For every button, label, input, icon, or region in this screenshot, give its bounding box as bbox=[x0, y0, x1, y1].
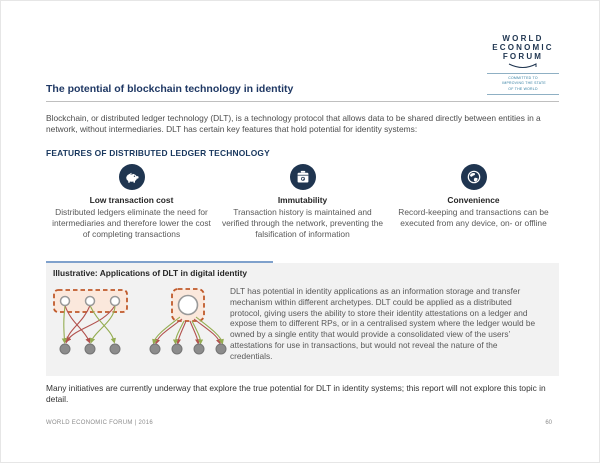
page-title: The potential of blockchain technology in identity bbox=[46, 83, 294, 95]
dlt-network-diagrams bbox=[51, 287, 229, 366]
feature-convenience bbox=[388, 164, 559, 239]
safe-icon bbox=[290, 164, 316, 190]
centralised-ledger-diagram bbox=[150, 289, 226, 354]
logo-tagline-line: IMPROVING THE STATE bbox=[502, 81, 546, 86]
feature-title: Low transaction cost bbox=[89, 195, 174, 205]
feature-low-transaction-cost bbox=[46, 164, 217, 239]
closing-paragraph: Many initiatives are currently underway that explore the true potential for DLT in identity systems; this report will not explore this topic in detail. bbox=[46, 383, 546, 404]
logo-tagline bbox=[487, 73, 559, 95]
features-section-heading: FEATURES OF DISTRIBUTED LEDGER TECHNOLOGY bbox=[46, 148, 270, 158]
title-divider bbox=[46, 101, 559, 102]
feature-description: Record-keeping and transactions can be executed from any device, on- or offline bbox=[398, 207, 549, 228]
feature-immutability bbox=[217, 164, 388, 239]
feature-description: Distributed ledgers eliminate the need for intermediaries and therefore lower the cost of completing transactions bbox=[52, 207, 211, 239]
feature-title: Convenience bbox=[447, 195, 500, 205]
features-row bbox=[46, 164, 559, 239]
illustrative-heading: Illustrative: Applications of DLT in digital identity bbox=[53, 268, 248, 278]
piggy-bank-icon bbox=[119, 164, 145, 190]
feature-title: Immutability bbox=[277, 195, 328, 205]
intro-paragraph: Blockchain, or distributed ledger technology (DLT), is a technology protocol that allows data to be shared directly between entities in a network, without intermediaries. DLT has certain key features that hold potential for identity systems: bbox=[46, 113, 541, 134]
wef-swoosh-icon bbox=[506, 62, 540, 70]
logo-word-world: WORLD bbox=[502, 34, 544, 43]
logo-tagline-line: COMMITTED TO bbox=[508, 76, 538, 81]
feature-description: Transaction history is maintained and verified through the network, preventing the falsification of information bbox=[221, 207, 384, 239]
logo-word-economic: ECONOMIC bbox=[492, 43, 554, 52]
footer-source: WORLD ECONOMIC FORUM | 2016 bbox=[46, 420, 154, 426]
wef-logo bbox=[487, 34, 559, 95]
illustrative-body: DLT has potential in identity applications as an information storage and transfer mechanism within different archetypes. DLT could be applied as a distributed protocol, giving users the ability to store their identity attestations on a ledger and expose them to different RPs, or in a centralised system where the ledger would be owned by a single entity that would provide a consolidated view of the users’ attestations for use in transactions, but would not reveal the nature of the credentials. bbox=[230, 286, 536, 361]
logo-word-forum: FORUM bbox=[502, 52, 544, 61]
globe-icon bbox=[461, 164, 487, 190]
illustrative-box bbox=[46, 263, 559, 376]
logo-tagline-line: OF THE WORLD bbox=[508, 87, 538, 91]
distributed-ledger-diagram bbox=[54, 290, 127, 354]
page-number: 60 bbox=[545, 420, 552, 426]
